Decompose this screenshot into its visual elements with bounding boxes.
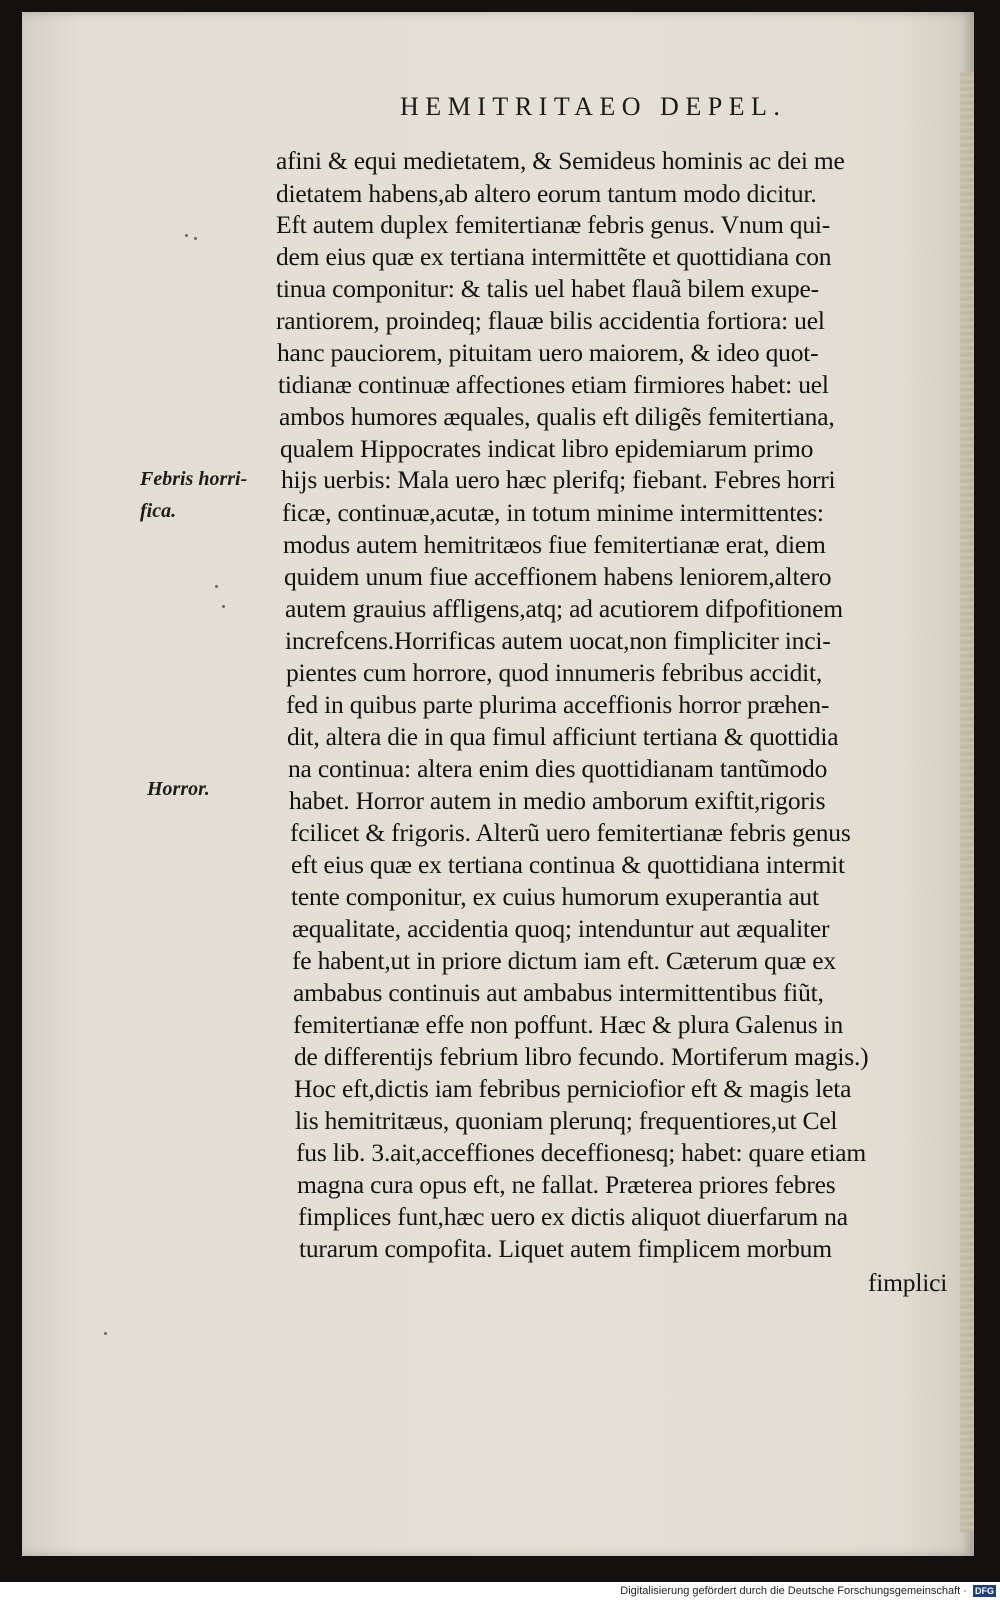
text-line: habet. Horror autem in medio amborum exiftit,rigoris bbox=[289, 786, 826, 815]
text-line: qualem Hippocrates indicat libro epidemiarum primo bbox=[280, 434, 814, 463]
text-line: na continua: altera enim dies quottidianam tantũmodo bbox=[288, 754, 828, 783]
text-line: quidem unum fiue acceffionem habens leniorem,altero bbox=[284, 562, 832, 591]
text-line: dem eius quæ ex tertiana intermittẽte et quottidiana con bbox=[276, 242, 832, 271]
paper-speck bbox=[222, 605, 225, 608]
text-line: afini & equi medietatem, & Semideus hominis ac dei me bbox=[276, 146, 845, 175]
text-line: magna cura opus eft, ne fallat. Præterea priores febres bbox=[297, 1170, 836, 1199]
text-line: autem grauius affligens,atq; ad acutiorem difpofitionem bbox=[285, 594, 843, 623]
text-line: fcilicet & frigoris. Alterũ uero femitertianæ febris genus bbox=[290, 818, 851, 847]
digitization-footer bbox=[620, 1585, 996, 1597]
text-line: tinua componitur: & talis uel habet flauã bilem exupe- bbox=[276, 274, 819, 303]
text-line: turarum compofita. Liquet autem fimplicem morbum bbox=[299, 1234, 832, 1263]
text-line: tidianæ continuæ affectiones etiam firmiores habet: uel bbox=[278, 370, 829, 399]
margin-note-horror: Horror. bbox=[147, 778, 210, 800]
text-line: increfcens.Horrificas autem uocat,non fimpliciter inci- bbox=[285, 626, 831, 655]
text-line: pientes cum horrore, quod innumeris febribus accidit, bbox=[286, 658, 823, 687]
text-line: tente componitur, ex cuius humorum exuperantia aut bbox=[291, 882, 819, 911]
paper-speck bbox=[185, 234, 188, 237]
text-line: Hoc eft,dictis iam febribus perniciofior eft & magis leta bbox=[294, 1074, 852, 1103]
page-edge bbox=[960, 72, 974, 1532]
text-line: ambos humores æquales, qualis eft diligẽs femitertiana, bbox=[279, 402, 835, 431]
text-line: rantiorem, proindeq; flauæ bilis accidentia fortiora: uel bbox=[276, 306, 825, 335]
margin-note-febris: Febris horri- bbox=[140, 468, 248, 490]
footer-text: Digitalisierung gefördert durch die Deutsche Forschungsgemeinschaft · bbox=[620, 1585, 967, 1597]
paper-speck bbox=[194, 237, 197, 240]
text-line: hanc pauciorem, pituitam uero maiorem, & ideo quot- bbox=[277, 338, 819, 367]
paper-speck bbox=[215, 585, 218, 588]
text-line: dit, altera die in qua fimul afficiunt tertiana & quottidia bbox=[287, 722, 839, 751]
text-line: fimplices funt,hæc uero ex dictis aliquot diuerfarum na bbox=[298, 1202, 848, 1231]
text-line: modus autem hemitritæos fiue femitertianæ erat, diem bbox=[283, 530, 826, 559]
text-line: ficæ, continuæ,acutæ, in totum minime intermittentes: bbox=[282, 498, 824, 527]
text-line: fed in quibus parte plurima acceffionis horror præhen- bbox=[286, 690, 830, 719]
text-line: femitertianæ effe non poffunt. Hæc & plura Galenus in bbox=[293, 1010, 844, 1039]
text-line: de differentijs febrium libro fecundo. Mortiferum magis.) bbox=[294, 1042, 869, 1071]
text-line: dietatem habens,ab altero eorum tantum modo dicitur. bbox=[276, 179, 817, 208]
text-line: ambabus continuis aut ambabus intermittentibus fiũt, bbox=[293, 978, 824, 1007]
text-line: eft eius quæ ex tertiana continua & quottidiana intermit bbox=[291, 850, 845, 879]
running-head: HEMITRITAEO DEPEL. bbox=[400, 92, 787, 121]
text-line: hijs uerbis: Mala uero hæc plerifq; fiebant. Febres horri bbox=[281, 465, 836, 494]
paper-speck bbox=[104, 1332, 107, 1335]
text-line: fe habent,ut in priore dictum iam eft. Cæterum quæ ex bbox=[292, 946, 836, 975]
catchword: fimplici bbox=[868, 1268, 948, 1297]
text-line: æqualitate, accidentia quoq; intenduntur aut æqualiter bbox=[292, 914, 830, 943]
margin-note-febris-cont: fica. bbox=[140, 500, 177, 522]
text-line: Eft autem duplex femitertianæ febris genus. Vnum qui- bbox=[276, 210, 831, 239]
text-line: fus lib. 3.ait,acceffiones deceffionesq; habet: quare etiam bbox=[296, 1138, 866, 1167]
text-line: lis hemitritæus, quoniam plerunq; frequentiores,ut Cel bbox=[295, 1106, 838, 1135]
dfg-logo-icon: DFG bbox=[975, 1586, 994, 1597]
